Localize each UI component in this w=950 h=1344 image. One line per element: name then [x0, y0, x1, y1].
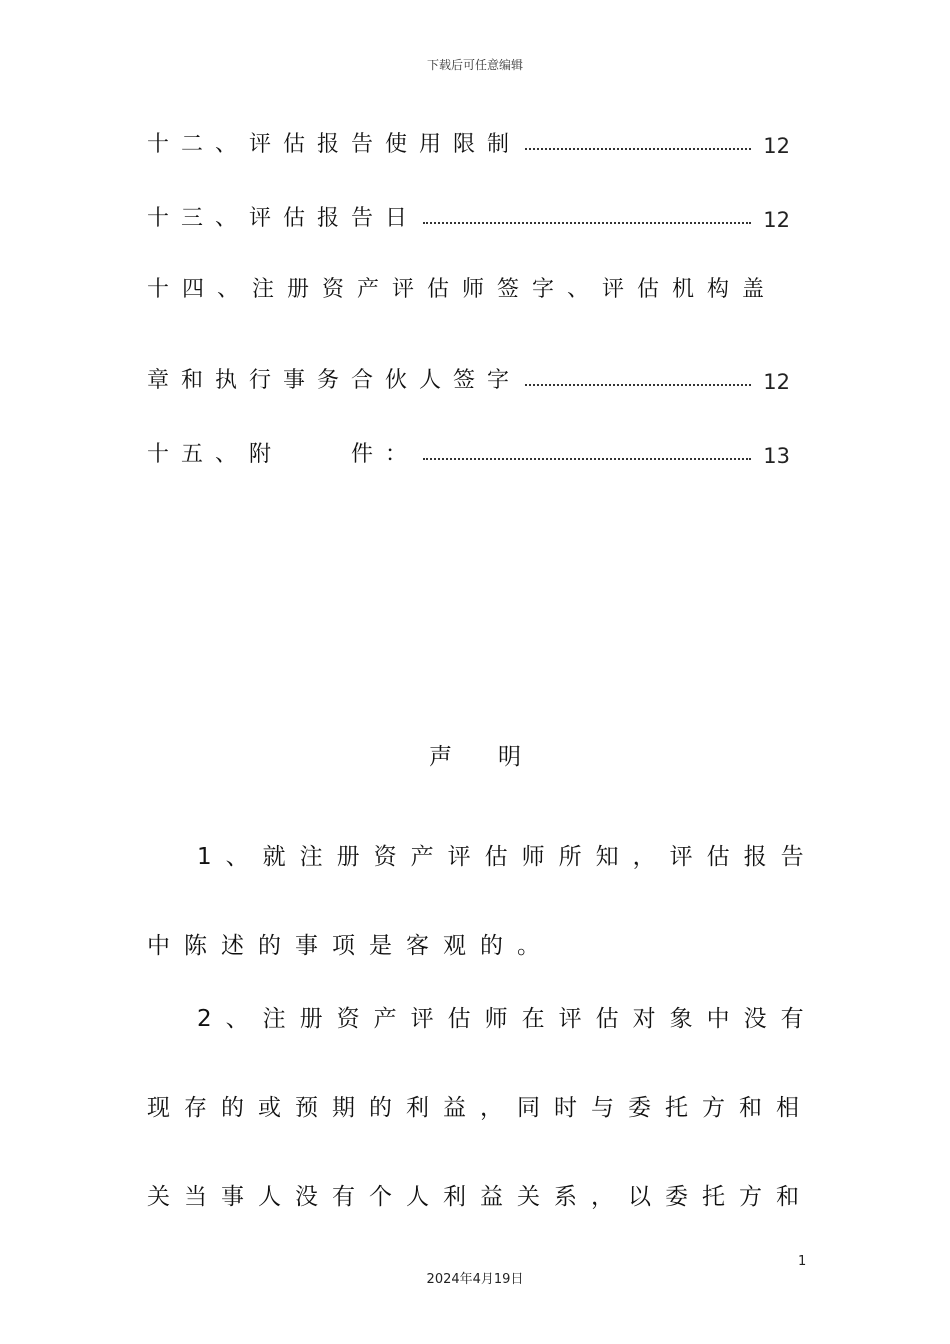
- toc-entry-label: 章和执行事务合伙人签字: [147, 368, 522, 393]
- toc-leader-dots: [423, 222, 751, 224]
- toc-leader-dots: [525, 148, 751, 150]
- toc-entry-15[interactable]: [147, 434, 790, 468]
- toc-leader-dots: [525, 384, 751, 386]
- toc-page-number: 12: [763, 370, 790, 394]
- toc-entry-12[interactable]: [147, 124, 790, 158]
- toc-entry-label: 十二、评估报告使用限制: [147, 132, 522, 157]
- toc-page-number: 13: [763, 444, 790, 468]
- footer-date: 2024年4月19日: [426, 1272, 524, 1287]
- toc-page-number: 12: [763, 134, 790, 158]
- statement-paragraph-line: 现存的或预期的利益，同时与委托方和相: [147, 1095, 813, 1121]
- toc-leader-dots: [423, 458, 751, 460]
- statement-paragraph-line: 1、就注册资产评估师所知，评估报告: [197, 844, 818, 870]
- toc-entry-label: 十五、附 件：: [147, 442, 420, 467]
- page-number: 1: [798, 1254, 807, 1269]
- statement-paragraph-line: 关当事人没有个人利益关系，以委托方和: [147, 1184, 813, 1210]
- toc-page-number: 12: [763, 208, 790, 232]
- toc-entry-13[interactable]: [147, 198, 790, 232]
- toc-entry-label: 十三、评估报告日: [147, 206, 420, 231]
- toc-entry-14[interactable]: [147, 360, 790, 394]
- section-title: 声明: [429, 744, 567, 770]
- statement-paragraph-line: 中陈述的事项是客观的。: [147, 933, 554, 959]
- page-header: 下载后可任意编辑: [426, 58, 523, 72]
- toc-entry-14-line1[interactable]: 十四、注册资产评估师签字、评估机构盖: [147, 277, 778, 302]
- statement-paragraph-line: 2、注册资产评估师在评估对象中没有: [197, 1006, 818, 1032]
